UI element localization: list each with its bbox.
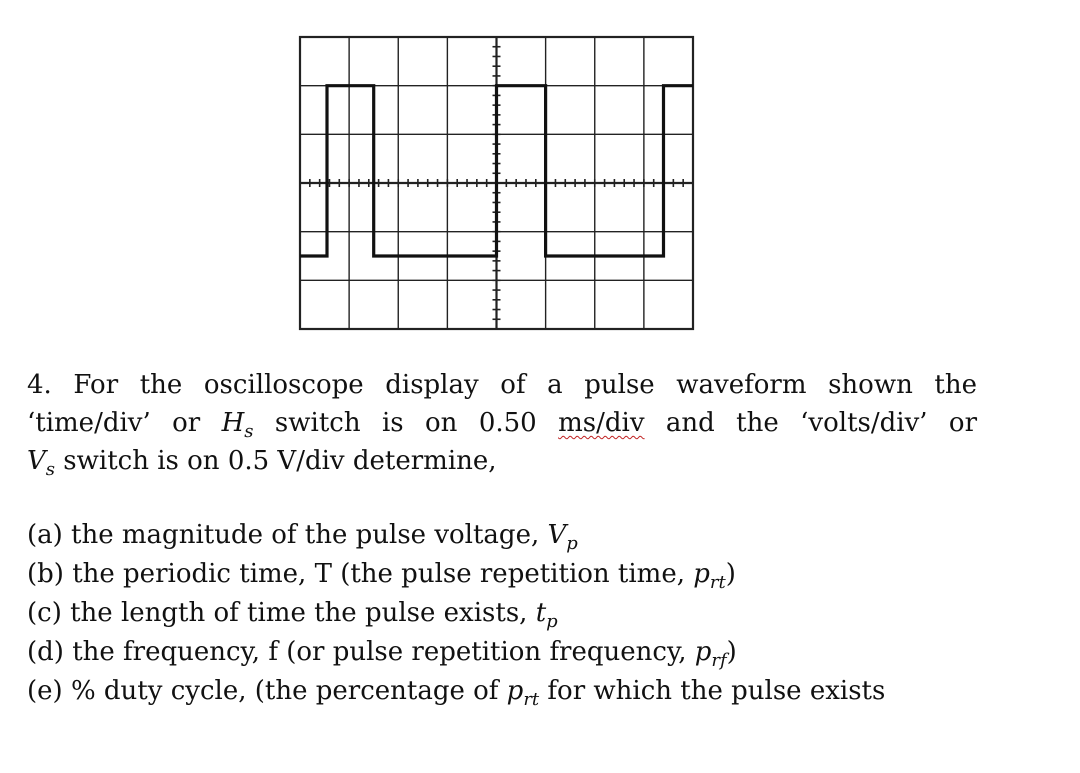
ms-div-unit: ms/div bbox=[558, 408, 645, 438]
question-line-1 bbox=[27, 366, 977, 404]
part-a-text: (a) the magnitude of the pulse voltage, bbox=[27, 520, 548, 550]
part-d bbox=[27, 633, 977, 672]
pulse-waveform-trace bbox=[300, 86, 693, 256]
part-d-close: ) bbox=[726, 637, 737, 667]
question-line-1-text: For the oscilloscope display of a pulse waveform shown the bbox=[73, 370, 977, 400]
question-line-3 bbox=[27, 442, 977, 480]
part-c-text: (c) the length of time the pulse exists, bbox=[27, 598, 536, 628]
part-b bbox=[27, 555, 977, 594]
part-a bbox=[27, 516, 977, 555]
part-b-close: ) bbox=[725, 559, 736, 589]
tp-symbol: t bbox=[535, 598, 547, 628]
vs-symbol: V bbox=[27, 446, 46, 476]
question-parts bbox=[27, 516, 977, 711]
part-e-text-end: for which the pulse exists bbox=[539, 676, 886, 706]
prf-subscript: rf bbox=[711, 650, 727, 671]
volts-div-text: and the ‘volts/div’ or bbox=[644, 408, 977, 438]
prt-subscript-2: rt bbox=[523, 689, 540, 710]
time-div-text: ‘time/div’ or bbox=[27, 408, 222, 438]
question-number: 4. bbox=[27, 370, 52, 400]
vp-subscript: p bbox=[566, 533, 578, 554]
part-e bbox=[27, 672, 977, 711]
switch-text: switch is on 0.50 bbox=[253, 408, 559, 438]
hs-subscript: s bbox=[244, 421, 254, 442]
prt-subscript: rt bbox=[709, 572, 726, 593]
part-b-text: (b) the periodic time, T (the pulse repetition time, bbox=[27, 559, 694, 589]
part-e-text: (e) % duty cycle, (the percentage of bbox=[27, 676, 507, 706]
tp-subscript: p bbox=[546, 611, 558, 632]
part-c bbox=[27, 594, 977, 633]
oscilloscope-display bbox=[0, 0, 1080, 350]
vs-subscript: s bbox=[45, 459, 56, 480]
hs-symbol: H bbox=[221, 408, 245, 438]
part-d-text: (d) the frequency, f (or pulse repetition frequency, bbox=[27, 637, 695, 667]
prt-symbol-2: p bbox=[506, 676, 524, 706]
prf-symbol: p bbox=[694, 637, 712, 667]
vs-switch-text: switch is on 0.5 V/div determine, bbox=[55, 446, 497, 476]
question-text bbox=[27, 366, 977, 480]
prt-symbol: p bbox=[693, 559, 710, 589]
question-line-2 bbox=[27, 404, 977, 442]
vp-symbol: V bbox=[547, 520, 567, 550]
